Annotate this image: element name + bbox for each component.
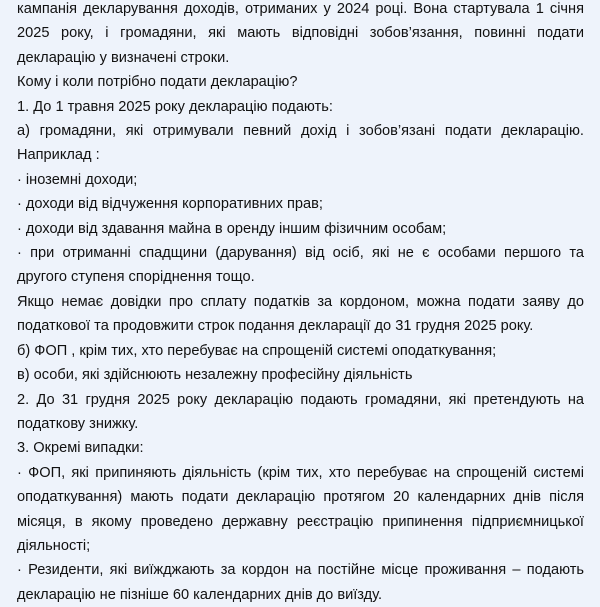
bullet-residents-leaving: · Резиденти, які виїжджають за кордон на постійне місце проживання – подають декларацію не пізніше 60 календарних днів до виїзду. (17, 562, 584, 603)
deadline-december-item: 2. До 31 грудня 2025 року декларацію подають громадяни, які претендують на податкову знижку. (17, 391, 584, 432)
section-question: Кому і коли потрібно подати декларацію? (17, 74, 298, 91)
intro-paragraph: кампанія декларування доходів, отриманих у 2024 році. Вона стартувала 1 січня 2025 року, і громадяни, які мають відповідні зобов’язання, повинні подати декларацію у визначені строки. (17, 1, 584, 66)
bullet-property-rent: · доходи від здавання майна в оренду іншим фізичним особам; (17, 220, 447, 237)
item-b-fop: б) ФОП , крім тих, хто перебуває на спрощеній системі оподаткування; (17, 342, 497, 359)
bullet-foreign-income: · іноземні доходи; (17, 171, 138, 188)
extension-note: Якщо немає довідки про сплату податків за кордоном, можна подати заяву до податкової та продовжити строк подання декларації до 31 грудня 2025 року. (17, 293, 584, 335)
bullet-corporate-rights: · доходи від відчуження корпоративних прав; (17, 196, 323, 213)
item-a-citizens: а) громадяни, які отримували певний дохід і зобов’язані подати декларацію. Наприклад : (17, 123, 584, 164)
deadline-may-heading: 1. До 1 травня 2025 року декларацію подають: (17, 98, 333, 115)
bullet-inheritance: · при отриманні спадщини (дарування) від осіб, які не є особами першого та другого ступеня споріднення тощо. (17, 245, 584, 286)
bullet-fop-termination: · ФОП, які припиняють діяльність (крім тих, хто перебуває на спрощеній системі оподаткування) мають подати декларацію протягом 20 календарних днів після місяця, в якому проведено державну реєстрацію припинення підприємницької діяльності; (17, 464, 584, 554)
document-body (17, 0, 584, 607)
special-cases-heading: 3. Окремі випадки: (17, 440, 144, 457)
item-c-professionals: в) особи, які здійснюють незалежну професійну діяльність (17, 367, 413, 384)
